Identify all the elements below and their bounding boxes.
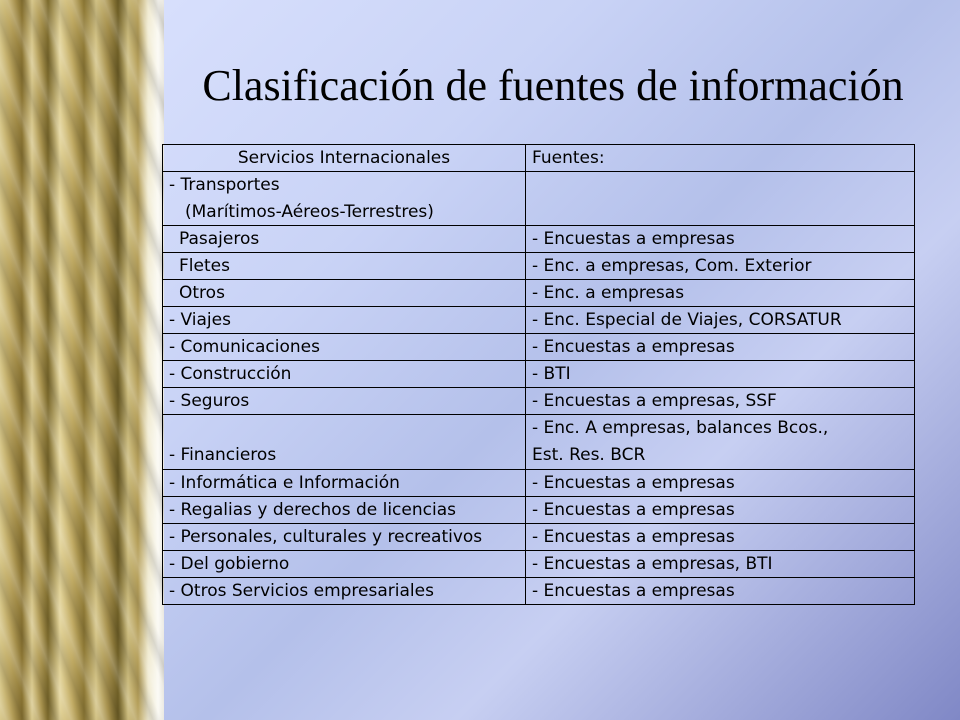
table-row: [163, 307, 915, 334]
source-cell: - Encuestas a empresas: [526, 497, 915, 524]
service-cell: Fletes: [163, 253, 526, 280]
table-row: [163, 226, 915, 253]
table-row: [163, 199, 915, 226]
table-row: [163, 551, 915, 578]
source-cell: - Enc. a empresas, Com. Exterior: [526, 253, 915, 280]
table-row: [163, 497, 915, 524]
table-row: [163, 470, 915, 497]
table-row: [163, 388, 915, 415]
table-row: [163, 334, 915, 361]
source-cell: - Encuestas a empresas: [526, 578, 915, 605]
source-cell: - Encuestas a empresas, SSF: [526, 388, 915, 415]
source-cell: [526, 172, 915, 199]
source-cell: - Encuestas a empresas: [526, 334, 915, 361]
table-row: [163, 280, 915, 307]
table-row: [163, 415, 915, 470]
source-cell: - Encuestas a empresas: [526, 524, 915, 551]
service-cell: - Financieros: [163, 415, 526, 470]
service-cell: - Del gobierno: [163, 551, 526, 578]
slide-title: Clasificación de fuentes de información: [202, 61, 904, 110]
source-cell: [526, 415, 915, 470]
header-services: Servicios Internacionales: [163, 145, 526, 172]
service-cell: - Informática e Información: [163, 470, 526, 497]
decorative-pillar: [0, 0, 164, 720]
service-cell: - Construcción: [163, 361, 526, 388]
service-cell: - Transportes: [163, 172, 526, 199]
service-cell: (Marítimos-Aéreos-Terrestres): [163, 199, 526, 226]
service-cell: Otros: [163, 280, 526, 307]
service-cell: - Otros Servicios empresariales: [163, 578, 526, 605]
source-line-1: - Enc. A empresas, balances Bcos.,: [532, 418, 829, 438]
service-cell: - Viajes: [163, 307, 526, 334]
source-cell: - Encuestas a empresas, BTI: [526, 551, 915, 578]
table-row: [163, 253, 915, 280]
source-cell: - Encuestas a empresas: [526, 226, 915, 253]
service-cell: Pasajeros: [163, 226, 526, 253]
header-sources: Fuentes:: [526, 145, 915, 172]
source-line-2: Est. Res. BCR: [532, 445, 646, 465]
table-header-row: [163, 145, 915, 172]
source-cell: - Encuestas a empresas: [526, 470, 915, 497]
table-row: [163, 524, 915, 551]
service-cell: - Regalias y derechos de licencias: [163, 497, 526, 524]
source-cell: - BTI: [526, 361, 915, 388]
table-row: [163, 361, 915, 388]
source-cell: [526, 199, 915, 226]
service-cell: - Personales, culturales y recreativos: [163, 524, 526, 551]
service-cell: - Seguros: [163, 388, 526, 415]
service-cell: - Comunicaciones: [163, 334, 526, 361]
source-cell: - Enc. a empresas: [526, 280, 915, 307]
table-row: [163, 172, 915, 199]
table-row: [163, 578, 915, 605]
source-cell: - Enc. Especial de Viajes, CORSATUR: [526, 307, 915, 334]
sources-table: [162, 144, 915, 605]
